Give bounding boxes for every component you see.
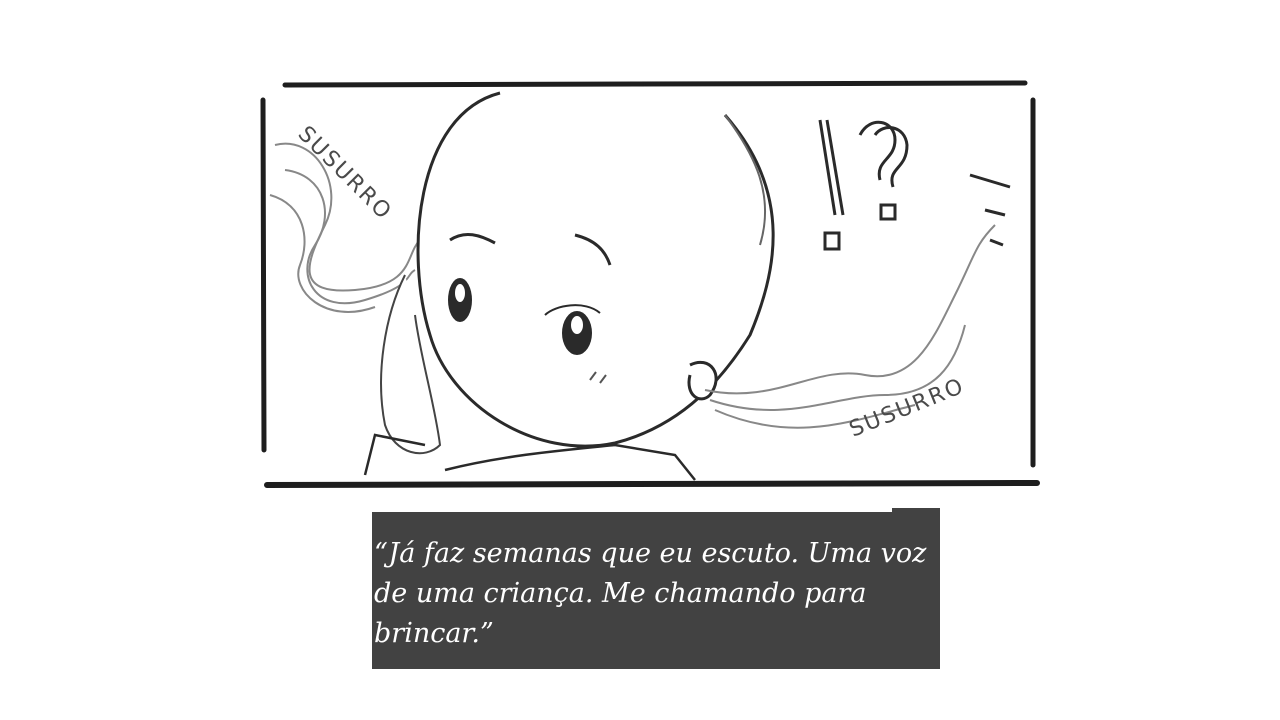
eye-left-highlight [455, 284, 465, 302]
motion-lines [970, 175, 1010, 245]
caption-box [372, 512, 940, 669]
caption-text: “Já faz semanas que eu escuto. Uma voz de uma criança. Me chamando para brincar.” [374, 538, 927, 649]
panel-border-bottom [267, 483, 1037, 485]
panel-border-left [263, 100, 264, 450]
exclamation-marks [820, 120, 907, 249]
ear [689, 362, 716, 399]
comic-panel [255, 75, 1045, 500]
character-collar [365, 435, 695, 480]
panel-illustration [255, 75, 1045, 500]
sfx-whisper-right: SUSURRO [845, 373, 969, 443]
eye-right-highlight [571, 316, 583, 334]
sfx-whisper-left: SUSURRO [292, 121, 397, 226]
panel-border-top [285, 83, 1025, 85]
